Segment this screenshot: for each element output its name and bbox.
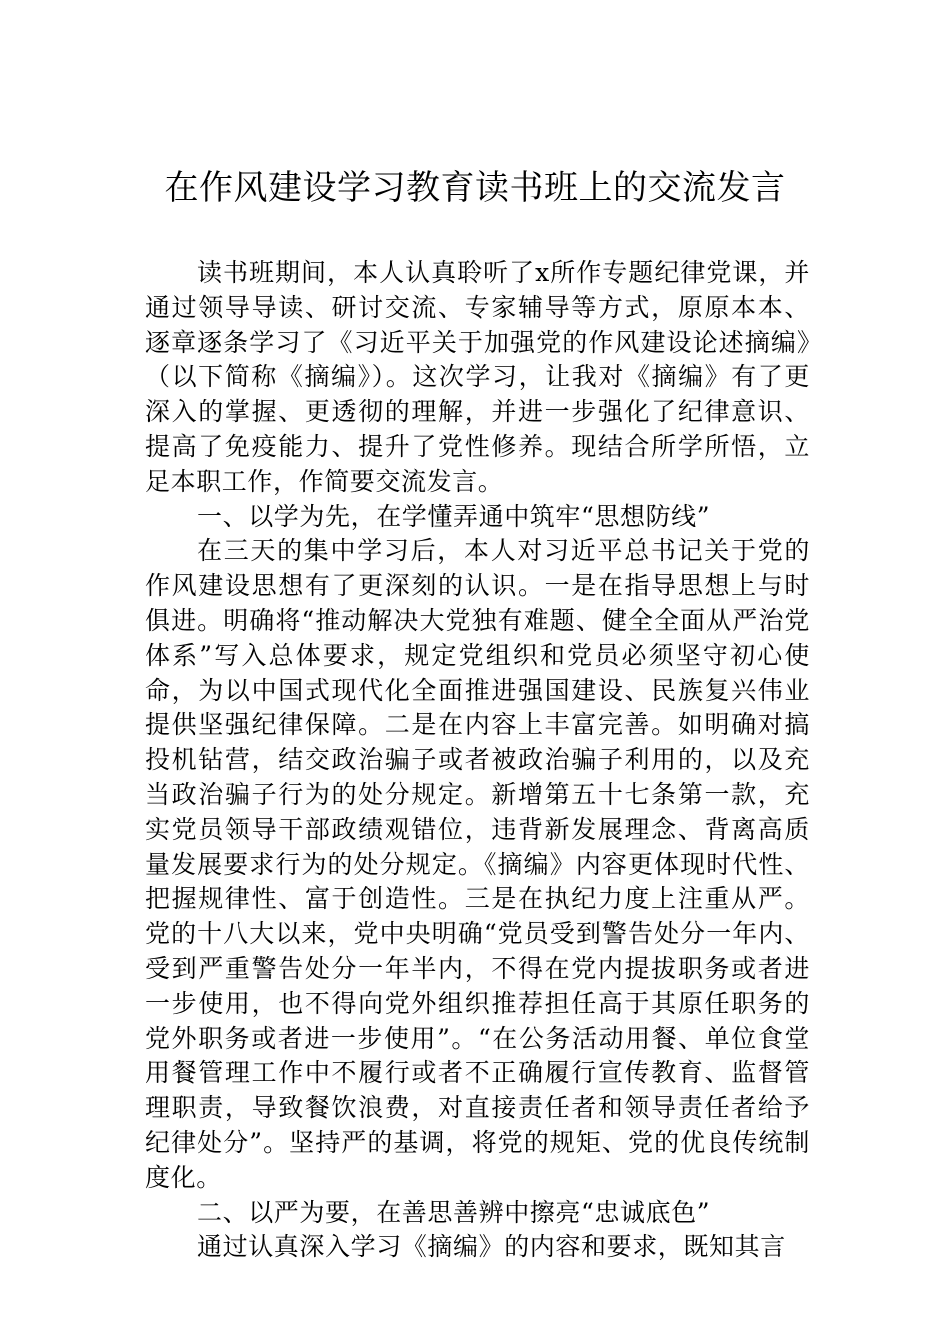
section-2-paragraph: 通过认真深入学习《摘编》的内容和要求，既知其言 (197, 1232, 786, 1262)
intro-paragraph: 读书班期间，本人认真聆听了x所作专题纪律党课，并通过领导导读、研讨交流、专家辅导等方式，原原本本、逐章逐条学习了《习近平关于加强党的作风建设论述摘编》（以下简称《摘编》）。这次学习，让我对《摘编》有了更深入的掌握、更透彻的理解，并进一步强化了纪律意识、提高了免疫能力、提升了党性修养。现结合所学所悟，立足本职工作，作简要交流发言。 (145, 258, 810, 496)
section-heading-1: 一、以学为先，在学懂弄通中筑牢“思想防线” (197, 501, 711, 531)
document-title: 在作风建设学习教育读书班上的交流发言 (164, 168, 786, 208)
section-1-paragraph: 在三天的集中学习后，本人对习近平总书记关于党的作风建设思想有了更深刻的认识。一是在指导思想上与时俱进。明确将“推动解决大党独有难题、健全全面从严治党体系”写入总体要求，规定党组织和党员必须坚守初心使命，为以中国式现代化全面推进强国建设、民族复兴伟业提供坚强纪律保障。二是在内容上丰富完善。如明确对搞投机钻营，结交政治骗子或者被政治骗子利用的，以及充当政治骗子行为的处分规定。新增第五十七条第一款，充实党员领导干部政绩观错位，违背新发展理念、背离高质量发展要求行为的处分规定。《摘编》内容更体现时代性、把握规律性、富于创造性。三是在执纪力度上注重从严。党的十八大以来，党中央明确“党员受到警告处分一年内、受到严重警告处分一年半内，不得在党内提拔职务或者进一步使用，也不得向党外组织推荐担任高于其原任职务的党外职务或者进一步使用”。“在公务活动用餐、单位食堂用餐管理工作中不履行或者不正确履行宣传教育、监督管理职责，导致餐饮浪费，对直接责任者和领导责任者给予纪律处分”。坚持严的基调，将党的规矩、党的优良传统制度化。 (145, 536, 810, 1192)
section-heading-2: 二、以严为要，在善思善辨中擦亮“忠诚底色” (197, 1197, 711, 1227)
document-body (145, 256, 810, 1265)
